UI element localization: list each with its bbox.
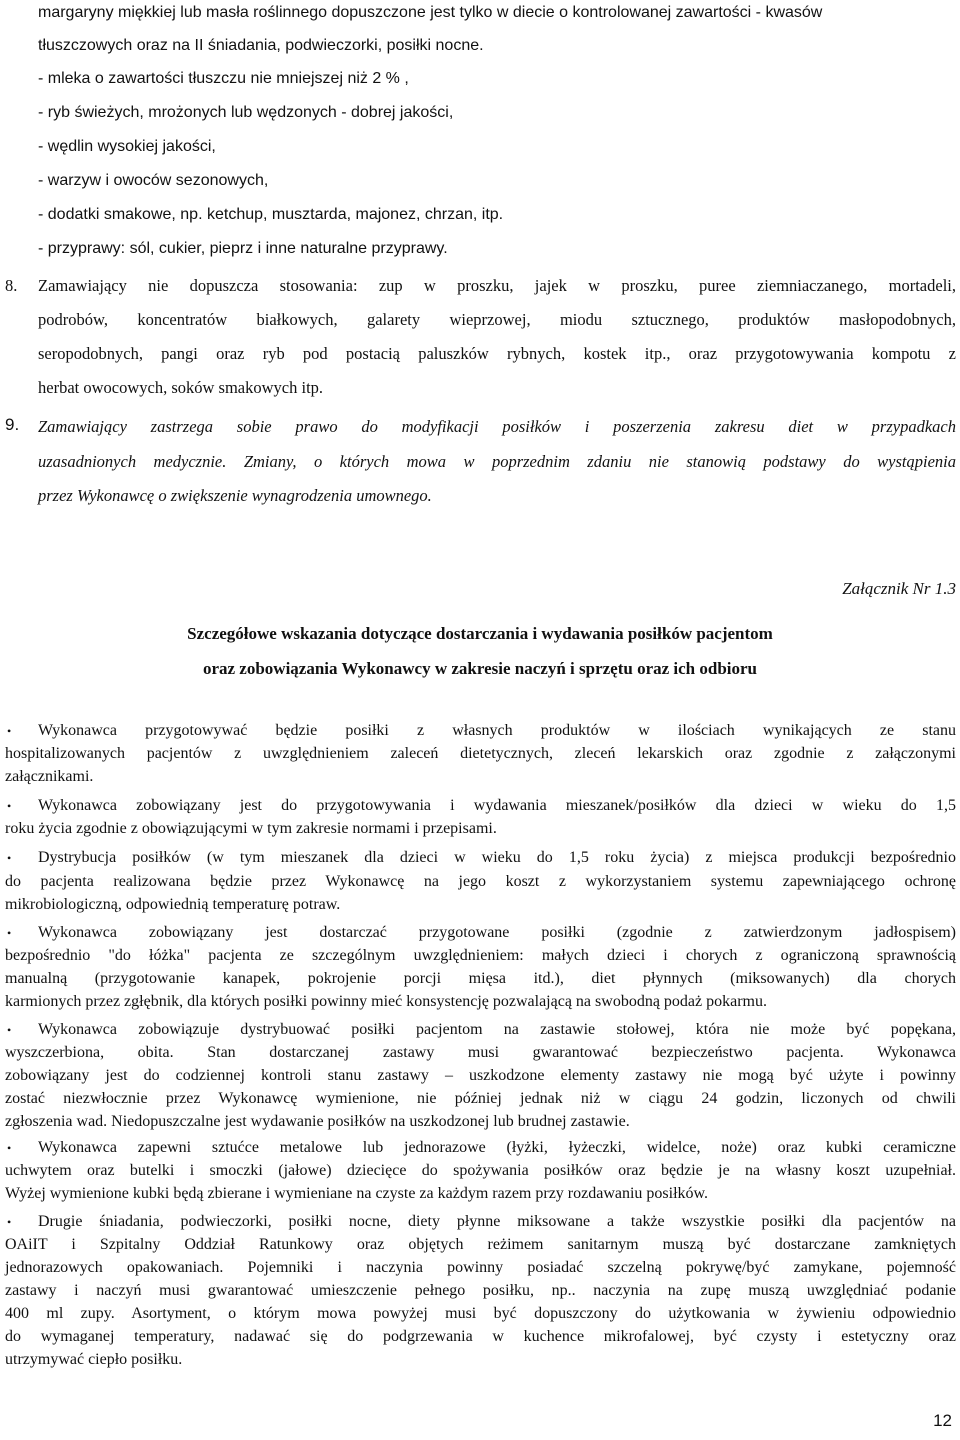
bullet-icon: •	[7, 1023, 12, 1037]
bullet-text: Wykonawca zobowiązany jest do przygotowywania i wydawania mieszanek/posiłków dla dzieci w wieku do 1,5	[38, 797, 956, 814]
text-line: - warzyw i owoców sezonowych,	[38, 172, 269, 189]
text-line: uzasadnionych medycznie. Zmiany, o których mowa w poprzednim zdaniu nie stanowią podstawy do wystąpienia	[38, 452, 956, 471]
text-line: zgłoszenia wad. Niedopuszczalne jest wydawanie posiłków na uszkodzonej lub brudnej zastawie.	[5, 1113, 630, 1130]
paragraph-number: 9.	[5, 415, 20, 434]
text-line: bezpośrednio "do łóżka" pacjenta ze szczególnym uwzględnieniem: małych dzieci i chorych z ograniczoną sprawnością	[5, 947, 956, 964]
section-heading: oraz zobowiązania Wykonawcy w zakresie naczyń i sprzętu oraz ich odbioru	[202, 659, 758, 678]
text-line: do pacjenta realizowana będzie przez Wykonawcę na jego koszt z wykorzystaniem systemu zapewniającego ochronę	[5, 873, 956, 890]
text-line: Wyżej wymienione kubki będą zbierane i wymieniane na czyste za każdym razem przy rozdawaniu posiłków.	[5, 1185, 709, 1202]
text-line: mikrobiologiczną, odpowiednią temperaturę potraw.	[5, 896, 341, 913]
text-line	[5, 722, 956, 740]
text-line: OAiIT i Szpitalny Oddział Ratunkowy oraz objętych reżimem sanitarnym muszą być dostarczane zamkniętych	[5, 1236, 956, 1253]
text-line: do wymaganej temperatury, nadawać się do podgrzewania w kuchence mikrofalowej, być czysty i estetyczny oraz	[5, 1328, 956, 1345]
text-line: 400 ml zupy. Asortyment, o którym mowa powyżej musi być dopuszczony do użytkowania w żywieniu odpowiednio	[5, 1305, 956, 1322]
text-line: herbat owocowych, soków smakowych itp.	[38, 378, 324, 397]
text-line: jednorazowych opakowaniach. Pojemniki i naczynia powinny posiadać szczelną pokrywę/być zamykane, pojemność	[5, 1259, 956, 1276]
page-number: 12	[933, 1411, 952, 1430]
bullet-icon: •	[7, 724, 12, 738]
text-line: zobowiązany jest do codziennej kontroli stanu zastawy – uszkodzone elementy zastawy nie mogą być użyte i powinny	[5, 1067, 956, 1084]
text-line	[5, 797, 956, 815]
text-line: - wędlin wysokiej jakości,	[38, 138, 216, 155]
text-line	[5, 1021, 956, 1039]
bullet-text: Wykonawca zobowiązuje dystrybuować posiłki pacjentom na zastawie stołowej, która nie może być popękana,	[38, 1021, 956, 1038]
text-line: karmionych przez zgłębnik, dla których posiłki powinny mieć konsystencję pozwalającą na swobodną podaż pokarmu.	[5, 993, 767, 1010]
text-line: - przyprawy: sól, cukier, pieprz i inne naturalne przyprawy.	[38, 240, 448, 257]
annex-label: Załącznik Nr 1.3	[842, 579, 956, 598]
text-line: załącznikami.	[5, 768, 94, 785]
text-line: przez Wykonawcę o zwiększenie wynagrodzenia umownego.	[38, 486, 432, 505]
text-line: manualną (przygotowanie kanapek, pokrojenie porcji mięsa itd.), diet płynnych (miksowanych) dla chorych	[5, 970, 956, 987]
text-line: tłuszczowych oraz na II śniadania, podwieczorki, posiłki nocne.	[38, 37, 484, 54]
bullet-text: Wykonawca przygotowywać będzie posiłki z własnych produktów w ilościach wynikających ze stanu	[38, 722, 956, 739]
bullet-icon: •	[7, 1141, 12, 1155]
bullet-text: Drugie śniadania, podwieczorki, posiłki nocne, diety płynne miksowane a także wszystkie posiłki dla pacjentów na	[38, 1213, 956, 1230]
bullet-icon: •	[7, 1215, 12, 1229]
text-line	[5, 849, 956, 867]
text-line: roku życia zgodnie z obowiązującymi w tym zakresie normami i przepisami.	[5, 820, 497, 837]
paragraph-number: 8.	[5, 276, 18, 295]
text-line: wyszczerbiona, obita. Stan dostarczanej zastawy musi gwarantować bezpieczeństwo pacjenta. Wykonawca	[5, 1044, 956, 1061]
text-line: zostać niezwłocznie przez Wykonawcę wymienione, nie później jednak niż w ciągu 24 godzin, liczonych od chwili	[5, 1090, 956, 1107]
text-line	[5, 1139, 956, 1157]
text-line: zastawy i naczyń musi gwarantować umieszczenie pełnego posiłku, np.. naczynia na zupę muszą uwzględniać podanie	[5, 1282, 956, 1299]
text-line: - ryb świeżych, mrożonych lub wędzonych - dobrej jakości,	[38, 104, 454, 121]
text-line	[5, 924, 956, 942]
text-line: seropodobnych, pangi oraz ryb pod postacią paluszków rybnych, kostek itp., oraz przygotowywania kompotu z	[38, 344, 956, 363]
text-line: hospitalizowanych pacjentów z uwzględnieniem zaleceń dietetycznych, zleceń lekarskich oraz zgodnie z załączonymi	[5, 745, 956, 762]
bullet-icon: •	[7, 799, 12, 813]
text-line: podrobów, koncentratów białkowych, galarety wieprzowej, miodu sztucznego, produktów masłopodobnych,	[38, 310, 956, 329]
text-line: uchwytem oraz butelki i smoczki (jałowe) dziecięce do spożywania posiłków oraz będzie je na własny koszt uzupełniał.	[5, 1162, 956, 1179]
bullet-icon: •	[7, 851, 12, 865]
bullet-text: Wykonawca zapewni sztućce metalowe lub jednorazowe (łyżki, łyżeczki, widelce, noże) oraz kubki ceramiczne	[38, 1139, 956, 1156]
bullet-icon: •	[7, 926, 12, 940]
section-heading: Szczegółowe wskazania dotyczące dostarczania i wydawania posiłków pacjentom	[187, 624, 773, 643]
bullet-text: Wykonawca zobowiązany jest dostarczać przygotowane posiłki (zgodnie z zatwierdzonym jadłospisem)	[38, 924, 956, 941]
text-line: utrzymywać ciepło posiłku.	[5, 1351, 183, 1368]
text-line: - mleka o zawartości tłuszczu nie mniejszej niż 2 % ,	[38, 70, 409, 87]
bullet-text: Dystrybucja posiłków (w tym mieszanek dla dzieci w wieku do 1,5 roku życia) z miejsca produkcji bezpośrednio	[38, 849, 956, 866]
text-line: Zamawiający nie dopuszcza stosowania: zup w proszku, jajek w proszku, puree ziemniaczanego, mortadeli,	[38, 276, 956, 295]
text-line: Zamawiający zastrzega sobie prawo do modyfikacji posiłków i poszerzenia zakresu diet w przypadkach	[38, 417, 956, 436]
text-line	[5, 1213, 956, 1231]
text-line: - dodatki smakowe, np. ketchup, musztarda, majonez, chrzan, itp.	[38, 206, 504, 223]
text-line: margaryny miękkiej lub masła roślinnego dopuszczone jest tylko w diecie o kontrolowanej zawartości - kwasów	[38, 4, 823, 21]
